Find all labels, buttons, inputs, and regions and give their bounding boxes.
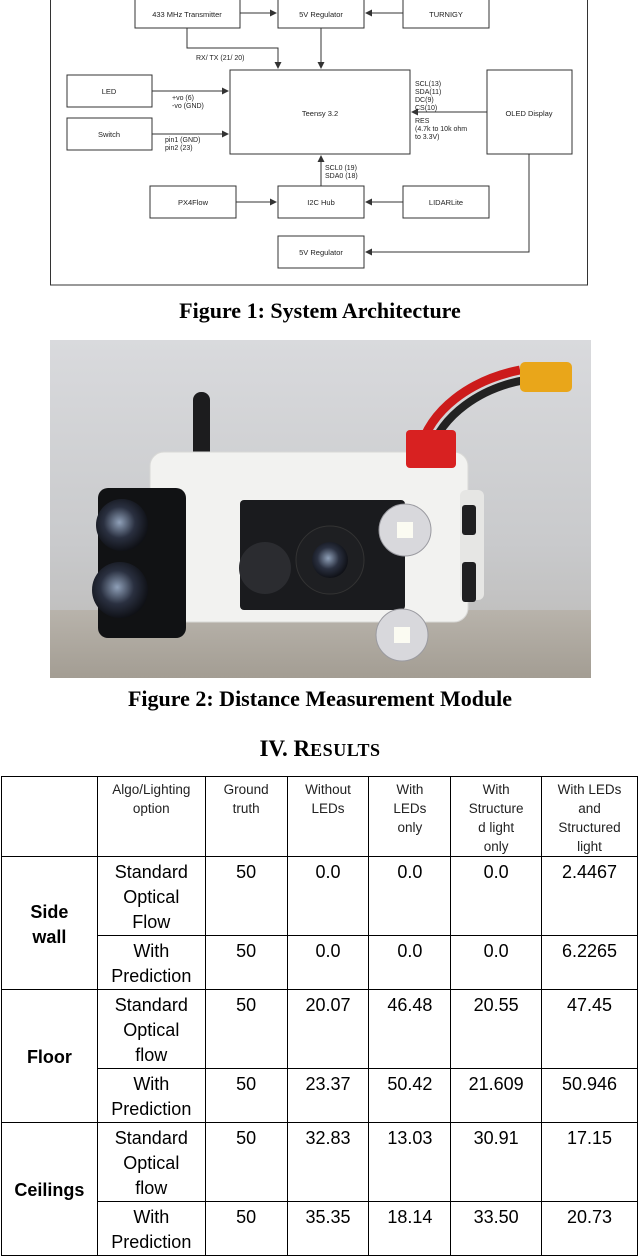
label-oled-pin-3: DC(9) <box>415 97 434 104</box>
table-header-cell: With Structure d light only <box>451 777 542 857</box>
table-header-cell <box>2 777 98 857</box>
label-oled-pin-1: SCL(13) <box>415 81 442 88</box>
table-value-cell: 46.48 <box>369 990 451 1069</box>
table-value-cell: 0.0 <box>369 857 451 936</box>
module-photo <box>50 340 591 678</box>
block-px4flow-label: PX4Flow <box>177 198 209 207</box>
label-oled-pin-6: (4.7k to 10k ohm <box>415 126 468 133</box>
block-teensy-label: Teensy 3.2 <box>301 109 339 118</box>
table-header-cell: Algo/Lighting option <box>97 777 205 857</box>
lidar-lens-bottom <box>92 562 148 618</box>
red-heatshrink <box>406 430 456 468</box>
table-row <box>2 936 638 990</box>
table-value-cell: 0.0 <box>451 936 542 990</box>
table-value-cell: 0.0 <box>369 936 451 990</box>
label-switch-pin-2: pin2 (23) <box>165 145 193 152</box>
label-i2c-pin-2: SDA0 (18) <box>325 173 358 180</box>
table-row <box>2 1123 638 1202</box>
table-option-cell: With Prediction <box>97 1069 205 1123</box>
table-value-cell: 23.37 <box>287 1069 369 1123</box>
led-emitter-upper <box>397 522 413 538</box>
sonar-sensor <box>239 542 291 594</box>
table-value-cell: 0.0 <box>287 936 369 990</box>
label-oled-pin-5: RES <box>415 118 430 125</box>
block-i2c-hub-label: I2C Hub <box>307 198 335 207</box>
table-option-cell: Standard Optical flow <box>97 990 205 1069</box>
figure-2-caption: Figure 2: Distance Measurement Module <box>127 686 513 711</box>
table-option-cell: Standard Optical flow <box>97 1123 205 1202</box>
table-value-cell: 50.42 <box>369 1069 451 1123</box>
architecture-diagram-svg <box>50 0 588 286</box>
table-value-cell: 50 <box>205 1202 287 1256</box>
table-value-cell: 17.15 <box>542 1123 638 1202</box>
block-oled-label: OLED Display <box>505 109 553 118</box>
table-value-cell: 21.609 <box>451 1069 542 1123</box>
architecture-diagram <box>50 0 588 286</box>
table-header-cell: With LEDs and Structured light <box>542 777 638 857</box>
switch-upper <box>462 505 476 535</box>
label-led-pin-2: -vo (GND) <box>172 103 204 110</box>
table-row <box>2 857 638 936</box>
label-oled-pin-7: to 3.3V) <box>415 134 440 141</box>
table-value-cell: 13.03 <box>369 1123 451 1202</box>
label-led-pin-1: +vo (6) <box>172 95 194 102</box>
table-value-cell: 6.2265 <box>542 936 638 990</box>
switch-lower <box>462 562 476 602</box>
results-table-body <box>2 777 638 1256</box>
block-turnigy-label: TURNIGY <box>429 10 463 19</box>
led-emitter-lower <box>394 627 410 643</box>
label-switch-pin-1: pin1 (GND) <box>165 137 201 144</box>
block-switch-label: Switch <box>97 130 121 139</box>
table-value-cell: 47.45 <box>542 990 638 1069</box>
table-value-cell: 18.14 <box>369 1202 451 1256</box>
block-transmitter-label: 433 MHz Transmitter <box>152 10 222 19</box>
table-value-cell: 30.91 <box>451 1123 542 1202</box>
figure-1-caption: Figure 1: System Architecture <box>179 298 461 323</box>
table-value-cell: 20.55 <box>451 990 542 1069</box>
camera-lens <box>312 542 348 578</box>
label-rxtx: RX/ TX (21/ 20) <box>196 55 245 62</box>
table-value-cell: 33.50 <box>451 1202 542 1256</box>
table-value-cell: 32.83 <box>287 1123 369 1202</box>
table-option-cell: Standard Optical Flow <box>97 857 205 936</box>
section-heading <box>0 736 640 762</box>
xt-connector <box>520 362 572 392</box>
table-row <box>2 1069 638 1123</box>
table-value-cell: 35.35 <box>287 1202 369 1256</box>
table-value-cell: 20.07 <box>287 990 369 1069</box>
lidar-lens-top <box>96 499 148 551</box>
block-led-label: LED <box>101 87 117 96</box>
table-value-cell: 20.73 <box>542 1202 638 1256</box>
table-group-cell: Side wall <box>2 857 98 990</box>
table-value-cell: 0.0 <box>287 857 369 936</box>
table-header-cell: Without LEDs <box>287 777 369 857</box>
module-photo-svg <box>50 340 591 678</box>
block-regulator-bottom-label: 5V Regulator <box>299 248 343 257</box>
section-number: IV. <box>259 736 288 761</box>
table-value-cell: 50 <box>205 857 287 936</box>
table-value-cell: 50 <box>205 990 287 1069</box>
table-row <box>2 1202 638 1256</box>
block-lidar-label: LIDARLite <box>428 198 464 207</box>
table-value-cell: 0.0 <box>451 857 542 936</box>
table-option-cell: With Prediction <box>97 936 205 990</box>
section-title-initial: R <box>293 736 311 761</box>
label-oled-pin-2: SDA(11) <box>415 89 442 96</box>
table-row <box>2 990 638 1069</box>
table-header-cell: Ground truth <box>205 777 287 857</box>
table-value-cell: 2.4467 <box>542 857 638 936</box>
table-header-cell: With LEDs only <box>369 777 451 857</box>
section-title-rest: ESULTS <box>310 740 381 760</box>
label-i2c-pin-1: SCL0 (19) <box>325 165 357 172</box>
table-group-cell: Floor <box>2 990 98 1123</box>
block-regulator-top-label: 5V Regulator <box>299 10 343 19</box>
table-header-row <box>2 777 638 857</box>
results-table <box>1 776 638 1256</box>
table-value-cell: 50.946 <box>542 1069 638 1123</box>
table-value-cell: 50 <box>205 1123 287 1202</box>
table-option-cell: With Prediction <box>97 1202 205 1256</box>
table-group-cell: Ceilings <box>2 1123 98 1256</box>
table-value-cell: 50 <box>205 1069 287 1123</box>
label-oled-pin-4: CS(10) <box>415 105 438 112</box>
table-value-cell: 50 <box>205 936 287 990</box>
